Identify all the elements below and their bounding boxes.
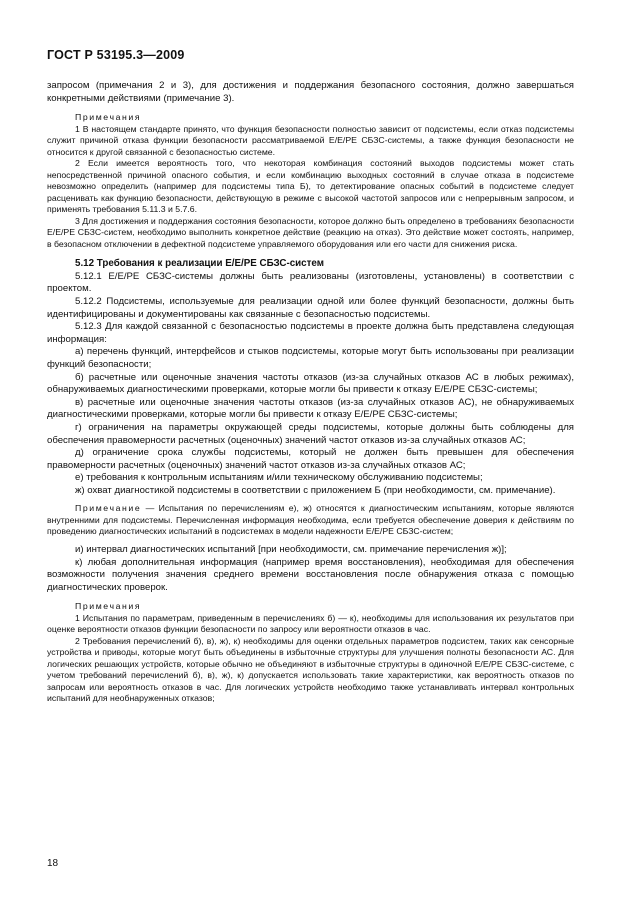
inline-note-label: Примечание xyxy=(75,503,142,514)
note-item: 3 Для достижения и поддержания состояния безопасности, которое должно быть определено в требованиях безопасности Е/Е/РЕ СБЗС-систем, необходимо выполнить конкретное действие (реакцию на отказ). Это действие может состоять, например, в безопасном отключении в дефектной подсистеме управляемого оборудования или его части для снижения риска. xyxy=(47,215,574,249)
list-item: б) расчетные или оценочные значения частоты отказов (из-за случайных отказов АС в любых режимах), обнаруживаемых диагностическими проверками, которые могли бы привести к отказу Е/Е/РЕ СБЗС-системы; xyxy=(47,371,574,396)
list-item: в) расчетные или оценочные значения частоты отказов (из-за случайных отказов АС), не обнаруживаемых диагностическими проверками, которые могли бы привести к отказу Е/Е/РЕ СБЗС-системы; xyxy=(47,396,574,421)
list-item: д) ограничение срока службы подсистемы, который не должен быть превышен для обеспечения правомерности расчетных (оценочных) значений частот отказов из-за случайных отказов АС; xyxy=(47,447,574,471)
inline-note-text: — Испытания по перечислениям е), ж) относятся к диагностическим испытаниям, которые являются внутренними для подсистемы. Перечисленная информация необходима, если требуется обеспечение доверия к действиям по проведению диагностических испытаний в подсистемах в модели надежности Е/Е/РЕ СБЗС-систем; xyxy=(47,503,574,537)
list-item: а) перечень функций, интерфейсов и стыков подсистемы, которые могут быть использованы при реализации функций безопасности; xyxy=(47,346,574,370)
list-item: и) интервал диагностических испытаний [при необходимости, см. примечание перечисления ж)]; xyxy=(75,543,507,555)
note-item: 1 В настоящем стандарте принято, что функция безопасности полностью зависит от подсистемы, если отказ подсистемы служит причиной отказа функции безопасности рассматриваемой Е/Е/РЕ СБЗС-системы, а также функция безопасности не относится к другой связанной с безопасностью системе. xyxy=(47,123,574,157)
section-title: 5.12 Требования к реализации Е/Е/РЕ СБЗС-систем xyxy=(75,258,324,270)
page-number: 18 xyxy=(47,858,59,869)
intro-paragraph: запросом (примечания 2 и 3), для достижения и поддержания безопасного состояния, должно завершаться конкретными действиями (примечание 3). xyxy=(47,80,574,104)
note-item: 2 Требования перечислений б), в), ж), к) необходимы для оценки отдельных параметров подсистем, таких как сенсорные устройства и приводы, которые могут быть объединены в избыточные структуры для улучшения полноты безопасности АС. Для логических решающих устройств, которые обычно не объединяют в избыточные структуры в одиночной Е/Е/РЕ СБЗС-системе, с учетом требований перечислений б), в), ж), к) допускается использовать такие характеристики, как вероятность отказов по запросам или вероятность отказов в час. Для логических устройств необходимо также устанавливать интервал контрольных испытаний для необнаруженных отказов; xyxy=(47,635,574,704)
list-item: ж) охват диагностикой подсистемы в соответствии с приложением Б (при необходимости, см. примечание). xyxy=(75,484,556,496)
list-item: к) любая дополнительная информация (например время восстановления), необходимая для обеспечения возможности получения значения среднего времени восстановления после обнаружения отказа с помощью диагностических проверок. xyxy=(47,556,574,593)
document-header: ГОСТ Р 53195.3—2009 xyxy=(47,48,185,62)
list-item: г) ограничения на параметры окружающей среды подсистемы, которые должны быть соблюдены для обеспечения правомерности расчетных (оценочных) значений частот отказов из-за случайных отказов АС; xyxy=(47,421,574,446)
list-item: е) требования к контрольным испытаниям и/или техническому обслуживанию подсистемы; xyxy=(75,472,483,484)
clause-paragraph: 5.12.2 Подсистемы, используемые для реализации одной или более функций безопасности, должны быть идентифицированы и документированы как связанные с безопасностью подсистемы. xyxy=(47,295,574,320)
clause-paragraph: 5.12.1 Е/Е/РЕ СБЗС-системы должны быть реализованы (изготовлены, установлены) в соответствии с проектом. xyxy=(47,270,574,295)
inline-note xyxy=(47,503,574,538)
note-item: 2 Если имеется вероятность того, что некоторая комбинация состояний выходов подсистемы может стать непосредственной причиной опасного события, и если комбинацию выходных состояний в случае отказа в подсистеме невозможно определить (например для подсистемы типа Б), то детектирование опасных событий в подсистеме следует расценивать как функцию безопасности, действующую в режиме с высокой частотой запросов или с непрерывным запросом, и применять требования 5.11.3 и 5.7.6. xyxy=(47,158,574,215)
note-item: 1 Испытания по параметрам, приведенным в перечислениях б) — к), необходимы для использования их результатов при оценке вероятности отказов функции безопасности по запросу или вероятности отказов в час. xyxy=(47,612,574,635)
clause-paragraph: 5.12.3 Для каждой связанной с безопасностью подсистемы в проекте должна быть представлена следующая информация: xyxy=(47,321,574,345)
notes-heading: Примечания xyxy=(75,601,142,612)
notes-heading: Примечания xyxy=(75,112,142,123)
